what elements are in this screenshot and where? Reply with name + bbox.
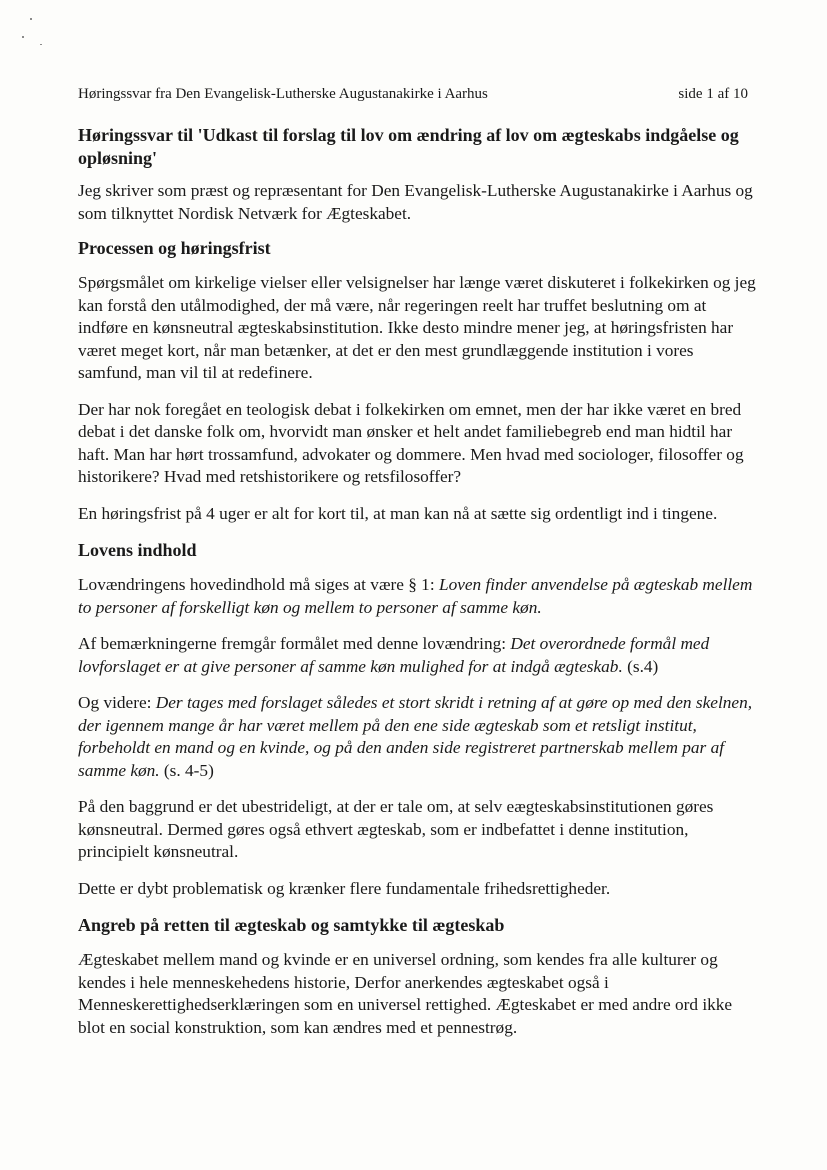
- paragraph: Der har nok foregået en teologisk debat i folkekirken om emnet, men der har ikke været en bred debat i det danske folk om, hvorvidt man ønsker et helt andet familiebegreb end man hidtil har haft. Man har hørt trossamfund, advokater og dommere. Men hvad med sociologer, filosoffer og historikere? Hvad med retshistorikere og retsfilosoffer?: [78, 399, 744, 486]
- document-title: Høringssvar til 'Udkast til forslag til lov om ændring af lov om ægteskabs indgåelse og opløsning': [78, 125, 739, 168]
- intro-paragraph: Jeg skriver som præst og repræsentant for Den Evangelisk-Lutherske Augustanakirke i Aarhus og som tilknyttet Nordisk Netværk for Ægteskabet.: [78, 181, 753, 223]
- section-heading-process: Processen og høringsfrist: [78, 238, 271, 258]
- header-title: Høringssvar fra Den Evangelisk-Lutherske Augustanakirke i Aarhus: [78, 86, 488, 102]
- paragraph: På den baggrund er det ubestrideligt, at der er tale om, at selv eægteskabsinstitutionen gøres kønsneutral. Dermed gøres også ethvert ægteskab, som er indbefattet i denne institution, principielt kønsneutral.: [78, 797, 714, 861]
- paragraph: En høringsfrist på 4 uger er alt for kort til, at man kan nå at sætte sig ordentligt ind i tingene.: [78, 503, 718, 523]
- quote-text: Der tages med forslaget således et stort skridt i retning af at gøre op med den skelnen, der igennem mange år har været mellem på den ene side ægteskab som et retsligt institut, forbeholdt en mand og en kvinde, og på den anden side registreret partnerskab mellem par af samme køn.: [78, 693, 753, 780]
- paragraph: Ægteskabet mellem mand og kvinde er en universel ordning, som kendes fra alle kulturer og kendes i hele menneskehedens historie, Derfor anerkendes ægteskabet også i Menneskerettighedserklæringen som en universel rettighed. Ægteskabet er med andre ord ikke blot en social konstruktion, som kan ændres med et pennestrøg.: [78, 950, 733, 1037]
- quote-text: Det overordnede formål med lovforslaget er at give personer af samme køn mulighed for at indgå ægteskab.: [78, 634, 710, 676]
- page-header: [78, 86, 748, 103]
- paragraph-text: Af bemærkningerne fremgår formålet med denne lovændring:: [78, 634, 511, 653]
- page-reference: (s.4): [622, 656, 659, 676]
- page-number: side 1 af 10: [678, 86, 748, 102]
- quote-text: Loven finder anvendelse på ægteskab mellem to personer af forskelligt køn og mellem to personer af samme køn.: [78, 575, 753, 617]
- scan-speck: [30, 18, 32, 20]
- paragraph: Spørgsmålet om kirkelige vielser eller velsignelser har længe været diskuteret i folkekirken og jeg kan forstå den utålmodighed, der må være, når regeringen reelt har truffet beslutning om at indføre en kønsneutral ægteskabsinstitution. Ikke desto mindre mener jeg, at høringsfristen har været meget kort, når man betænker, at det er den mest grundlæggende institution i vores samfund, man vil til at redefinere.: [78, 273, 756, 382]
- scan-speck: [22, 36, 24, 38]
- paragraph: [78, 633, 758, 678]
- page-reference: (s. 4-5): [159, 760, 214, 780]
- section-heading-law-content: Lovens indhold: [78, 540, 197, 560]
- paragraph-text: Og videre:: [78, 693, 156, 712]
- paragraph: [78, 692, 758, 782]
- document-body: [78, 124, 758, 1051]
- paragraph-text: Lovændringens hovedindhold må siges at være § 1:: [78, 575, 439, 594]
- section-heading-right-to-marriage: Angreb på retten til ægteskab og samtykke til ægteskab: [78, 915, 505, 935]
- paragraph: Dette er dybt problematisk og krænker flere fundamentale frihedsrettigheder.: [78, 878, 611, 898]
- paragraph: [78, 574, 758, 619]
- scan-speck: [40, 44, 42, 45]
